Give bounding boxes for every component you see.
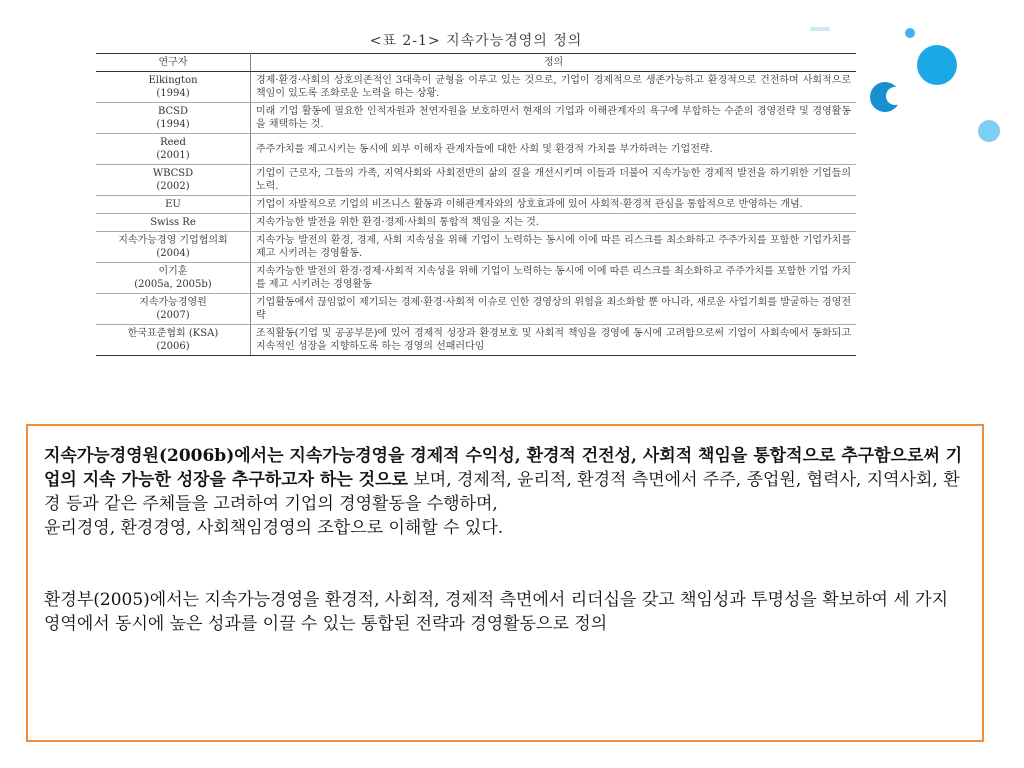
table-row xyxy=(96,196,856,214)
decorative-dash xyxy=(810,27,830,31)
researcher-year: (2001) xyxy=(156,150,190,161)
table-row xyxy=(96,294,856,325)
definition-cell: 경제·환경·사회의 상호의존적인 3대축이 균형을 이루고 있는 것으로, 기업이 경제적으로 생존가능하고 환경적으로 건전하며 사회적으로 책임이 있도록 조화로운 노력을 하는 상황. xyxy=(251,72,857,103)
definition-cell: 미래 기업 활동에 필요한 인적자원과 천연자원을 보호하면서 현재의 기업과 이해관계자의 욕구에 부합하는 수준의 경영전략 및 경영활동을 채택하는 것. xyxy=(251,103,857,134)
researcher-cell xyxy=(96,214,251,232)
researcher-year: (2006) xyxy=(156,341,190,352)
researcher-cell xyxy=(96,325,251,356)
researcher-cell xyxy=(96,165,251,196)
researcher-year: (1994) xyxy=(156,88,190,99)
decorative-circle-small xyxy=(905,28,915,38)
researcher-name: 이기훈 xyxy=(158,266,188,277)
researcher-name: 지속가능경영원 xyxy=(139,297,207,308)
table-row xyxy=(96,263,856,294)
paragraph-3: 환경부(2005)에서는 지속가능경영을 환경적, 사회적, 경제적 측면에서 리더십을 갖고 책임성과 투명성을 확보하여 세 가지 영역에서 동시에 높은 성과를 이끌 수 있는 통합된 전략과 경영활동으로 정의 xyxy=(44,590,949,634)
header-researcher: 연구자 xyxy=(96,54,251,72)
paragraph-1 xyxy=(44,444,966,516)
researcher-year: (2005a, 2005b) xyxy=(134,279,212,290)
researcher-name: Reed xyxy=(160,137,186,148)
researcher-year: (2007) xyxy=(156,310,190,321)
table-row xyxy=(96,214,856,232)
table-row xyxy=(96,103,856,134)
definition-cell: 주주가치를 제고시키는 동시에 외부 이해자 관계자들에 대한 사회 및 환경적 가치를 부가하려는 기업전략. xyxy=(251,134,857,165)
paragraph-spacer xyxy=(44,540,966,588)
researcher-cell xyxy=(96,134,251,165)
researcher-name: 지속가능경영 기업협의회 xyxy=(118,235,228,246)
researcher-cell xyxy=(96,103,251,134)
definition-cell: 조직활동(기업 및 공공부문)에 있어 경제적 성장과 환경보호 및 사회적 책임을 경영에 동시에 고려함으로써 기업이 사회속에서 동화되고 지속적인 성장을 지향하도록 하는 경영의 선패러다임 xyxy=(251,325,857,356)
table-row xyxy=(96,134,856,165)
researcher-name: Elkington xyxy=(148,75,198,86)
researcher-year: (2004) xyxy=(156,248,190,259)
decorative-circle-light xyxy=(978,120,1000,142)
researcher-name: BCSD xyxy=(157,106,189,117)
definition-cell: 지속가능한 발전을 위한 환경·경제·사회의 통합적 책임을 지는 것. xyxy=(251,214,857,232)
table-row xyxy=(96,72,856,103)
researcher-cell xyxy=(96,72,251,103)
definition-cell: 기업이 근로자, 그들의 가족, 지역사회와 사회전반의 삶의 질을 개선시키며 이들과 더불어 지속가능한 경제적 발전을 하기위한 기업들의 노력. xyxy=(251,165,857,196)
definition-cell: 기업활동에서 끊임없이 제기되는 경제·환경·사회적 이슈로 인한 경영상의 위험을 최소화할 뿐 아니라, 새로운 사업기회를 발굴하는 경영전략 xyxy=(251,294,857,325)
definition-cell: 지속가능한 발전의 환경·경제·사회적 지속성을 위해 기업이 노력하는 동시에 이에 따른 리스크를 최소화하고 주주가치를 포함한 기업 가치를 제고 시키려는 경영활동 xyxy=(251,263,857,294)
definition-table xyxy=(96,53,856,356)
researcher-name: EU xyxy=(165,199,181,210)
definition-cell: 지속가능 발전의 환경, 경제, 사회 지속성을 위해 기업이 노력하는 동시에 이에 따른 리스크를 최소화하고 주주가치를 포함한 기업가치를 제고 시키려는 경영활동. xyxy=(251,232,857,263)
table-header-row xyxy=(96,54,856,72)
paragraph-1-rest: 보며, 경제적, 윤리적, 환경적 측면에서 주주, 종업원, 협력사, 지역사회, 환경 등과 같은 주체들을 고려하여 기업의 경영활동을 수행하며, xyxy=(44,470,960,514)
researcher-year: (2002) xyxy=(156,181,190,192)
researcher-name: WBCSD xyxy=(152,168,194,179)
researcher-year: (1994) xyxy=(156,119,190,130)
table-body xyxy=(96,72,856,356)
decorative-circle-ring-inner xyxy=(886,87,904,105)
header-definition: 정의 xyxy=(251,54,857,72)
researcher-cell xyxy=(96,232,251,263)
table-row xyxy=(96,165,856,196)
paragraph-2: 윤리경영, 환경경영, 사회책임경영의 조합으로 이해할 수 있다. xyxy=(44,518,504,538)
definition-cell: 기업이 자발적으로 기업의 비즈니스 활동과 이해관계자와의 상호효과에 있어 사회적·환경적 관심을 통합적으로 반영하는 개념. xyxy=(251,196,857,214)
paragraph-1-bold: 지속가능경영원(2006b)에서는 지속가능경영을 경제적 수익성, 환경적 건전성, 사회적 책임을 통합적으로 추구함으로써 기업의 지속 가능한 성장을 추구하고자 하는 것으로 xyxy=(44,446,963,490)
decorative-circle-large xyxy=(917,45,957,85)
researcher-cell xyxy=(96,294,251,325)
researcher-cell xyxy=(96,263,251,294)
researcher-cell xyxy=(96,196,251,214)
table-row xyxy=(96,325,856,356)
table-title: <표 2-1> 지속가능경영의 정의 xyxy=(369,33,583,49)
researcher-name: 한국표준협회 (KSA) xyxy=(127,328,219,339)
table-row xyxy=(96,232,856,263)
summary-textbox xyxy=(26,424,984,742)
researcher-name: Swiss Re xyxy=(150,217,196,228)
